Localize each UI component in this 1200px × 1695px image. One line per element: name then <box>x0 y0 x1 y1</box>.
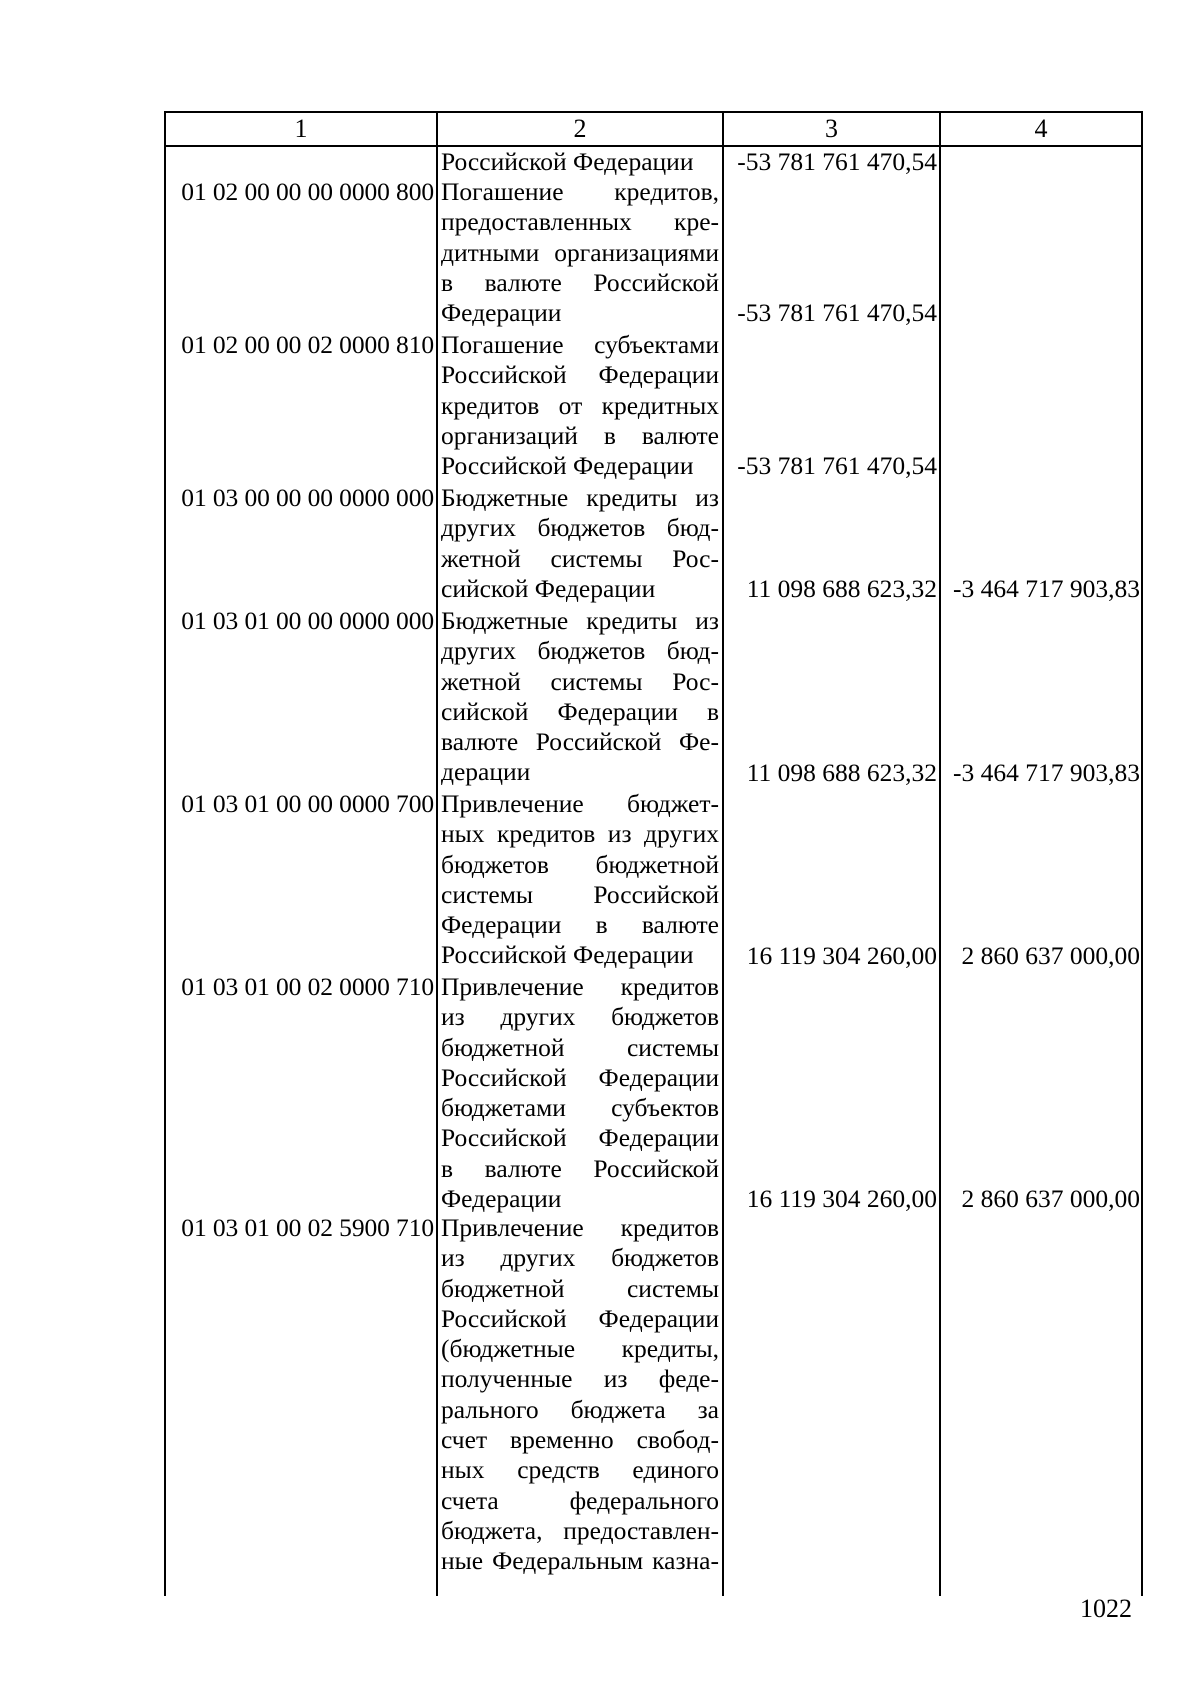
header-col-3: 3 <box>825 114 838 143</box>
row-value-col4: -3 464 717 903,83 <box>953 573 1140 603</box>
row-code: 01 02 00 00 02 0000 810 <box>181 330 434 359</box>
description-line: счет временно свобод- <box>441 1425 719 1455</box>
description-line: Погашение кредитов, <box>441 177 719 206</box>
description-line: (бюджетные кредиты, <box>441 1334 719 1364</box>
row-value-col3: -53 781 761 470,54 <box>737 298 937 328</box>
description-line: Российской Федерации <box>441 451 694 481</box>
row-description <box>441 789 719 971</box>
header-col-2: 2 <box>573 114 587 143</box>
description-line: Бюджетные кредиты из <box>441 483 719 512</box>
header-col-1: 1 <box>294 114 308 143</box>
row-description <box>441 1213 719 1577</box>
row-description <box>441 606 719 788</box>
row-value-col4: 2 860 637 000,00 <box>961 940 1140 970</box>
description-line: предоставленных кре- <box>441 207 719 237</box>
description-line: Федерации <box>441 1184 562 1214</box>
row-code: 01 03 01 00 02 5900 710 <box>181 1213 434 1242</box>
description-line: из других бюджетов <box>441 1243 719 1273</box>
description-line: ные Федеральным казна- <box>441 1546 719 1576</box>
description-line: в валюте Российской <box>441 267 719 297</box>
row-code: 01 02 00 00 00 0000 800 <box>181 177 434 206</box>
description-line: Погашение субъектами <box>441 330 719 359</box>
description-line: бюджетной системы <box>441 1032 719 1062</box>
row-description <box>441 330 719 481</box>
row-value-col3: 16 119 304 260,00 <box>746 940 937 970</box>
description-line: жетной системы Рос- <box>441 666 719 696</box>
description-line: дитными организациями <box>441 237 719 267</box>
description-line: дерации <box>441 757 531 787</box>
header-col-4: 4 <box>1034 114 1048 143</box>
description-line: Привлечение бюджет- <box>441 789 719 818</box>
row-description <box>441 972 719 1214</box>
description-line: полученные из феде- <box>441 1364 719 1394</box>
page-number: 1022 <box>1080 1594 1132 1623</box>
row-code: 01 03 00 00 00 0000 000 <box>181 483 434 512</box>
column-border <box>722 111 724 1596</box>
row-code: 01 03 01 00 02 0000 710 <box>181 972 434 1001</box>
description-line: Бюджетные кредиты из <box>441 606 719 635</box>
description-line: других бюджетов бюд- <box>441 513 719 543</box>
description-line: Российской Федерации <box>441 1123 719 1153</box>
row-value-col4: 2 860 637 000,00 <box>961 1184 1140 1214</box>
description-line: из других бюджетов <box>441 1002 719 1032</box>
description-line: бюджетов бюджетной <box>441 849 719 879</box>
column-border <box>436 111 438 1596</box>
row-description <box>441 483 719 604</box>
description-line: в валюте Российской <box>441 1153 719 1183</box>
description-line: Российской Федерации <box>441 1062 719 1092</box>
description-line: счета федерального <box>441 1485 719 1515</box>
row-description <box>441 147 719 177</box>
description-line: кредитов от кредитных <box>441 390 719 420</box>
description-line: бюджетами субъектов <box>441 1093 719 1123</box>
description-line: сийской Федерации в <box>441 696 719 726</box>
description-line: Российской Федерации <box>441 1303 719 1333</box>
row-value-col3: 11 098 688 623,32 <box>746 757 937 787</box>
row-value-col3: -53 781 761 470,54 <box>737 147 937 176</box>
description-line: системы Российской <box>441 879 719 909</box>
row-value-col3: 11 098 688 623,32 <box>746 573 937 603</box>
description-line: Российской Федерации <box>441 147 694 176</box>
row-value-col3: -53 781 761 470,54 <box>737 451 937 481</box>
row-value-col4: -3 464 717 903,83 <box>953 757 1140 787</box>
description-line: жетной системы Рос- <box>441 543 719 573</box>
row-code: 01 03 01 00 00 0000 700 <box>181 789 434 818</box>
description-line: Российской Федерации <box>441 940 694 970</box>
description-line: Федерации <box>441 298 562 328</box>
description-line: Российской Федерации <box>441 360 719 390</box>
description-line: организаций в валюте <box>441 420 719 450</box>
description-line: рального бюджета за <box>441 1394 719 1424</box>
description-line: бюджетной системы <box>441 1273 719 1303</box>
description-line: бюджета, предоставлен- <box>441 1515 719 1545</box>
description-line: ных средств единого <box>441 1455 719 1485</box>
column-border <box>1141 111 1143 1596</box>
description-line: валюте Российской Фе- <box>441 727 719 757</box>
description-line: Привлечение кредитов <box>441 972 719 1001</box>
column-border <box>939 111 941 1596</box>
row-code: 01 03 01 00 00 0000 000 <box>181 606 434 635</box>
description-line: Федерации в валюте <box>441 910 719 940</box>
description-line: Привлечение кредитов <box>441 1213 719 1242</box>
description-line: других бюджетов бюд- <box>441 636 719 666</box>
row-description <box>441 177 719 328</box>
row-value-col3: 16 119 304 260,00 <box>746 1184 937 1214</box>
description-line: ных кредитов из других <box>441 819 719 849</box>
description-line: сийской Федерации <box>441 573 656 603</box>
